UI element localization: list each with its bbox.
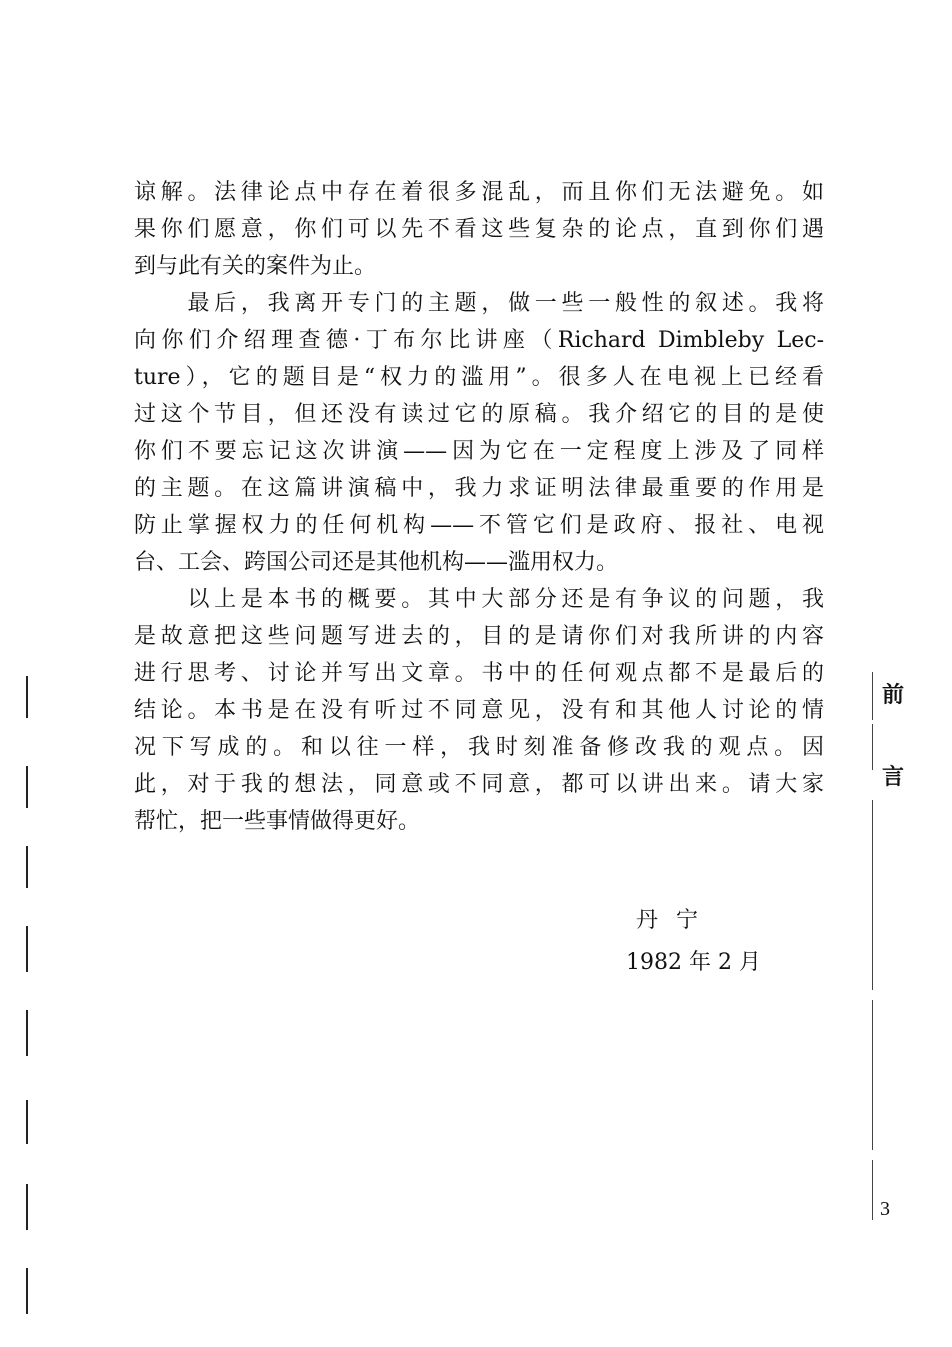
text-line: 的主题。在这篇讲演稿中，我力求证明法律最重要的作用是 (134, 476, 824, 501)
text-line: 台、工会、跨国公司还是其他机构——滥用权力。 (134, 550, 619, 575)
binding-mark (26, 676, 28, 718)
text-line: 谅解。法律论点中存在着很多混乱，而且你们无法避免。如 (134, 180, 824, 205)
text-line: 最后，我离开专门的主题，做一些一般性的叙述。我将 (134, 291, 824, 316)
margin-rule (872, 800, 873, 990)
binding-mark (26, 846, 28, 888)
text-line: 到与此有关的案件为止。 (134, 254, 377, 279)
margin-rule (872, 672, 873, 720)
text-line: 以上是本书的概要。其中大部分还是有争议的问题，我 (134, 587, 824, 612)
binding-mark (26, 766, 28, 808)
text-line: 进行思考、讨论并写出文章。书中的任何观点都不是最后的 (134, 661, 824, 686)
text-line: ture），它的题目是“权力的滥用”。很多人在电视上已经看 (134, 365, 824, 390)
text-line: 果你们愿意，你们可以先不看这些复杂的论点，直到你们遇 (134, 217, 824, 242)
binding-mark (26, 1184, 28, 1230)
author-name: 丹宁 (636, 908, 717, 933)
margin-rule (872, 1000, 873, 1150)
text-line: 向你们介绍理查德·丁布尔比讲座（Richard Dimbleby Lec- (134, 328, 824, 353)
text-line: 你们不要忘记这次讲演——因为它在一定程度上涉及了同样 (134, 439, 824, 464)
text-line: 是故意把这些问题写进去的，目的是请你们对我所讲的内容 (134, 624, 824, 649)
text-line: 况下写成的。和以往一样，我时刻准备修改我的观点。因 (134, 735, 824, 760)
margin-rule (872, 724, 873, 770)
text-line: 结论。本书是在没有听过不同意见，没有和其他人讨论的情 (134, 698, 824, 723)
signature-block (626, 900, 761, 984)
binding-mark (26, 1100, 28, 1144)
section-label: 前 (882, 683, 905, 708)
section-label: 言 (882, 765, 905, 790)
page-number: 3 (880, 1198, 890, 1220)
text-line: 帮忙，把一些事情做得更好。 (134, 809, 421, 834)
binding-mark (26, 1268, 28, 1314)
signature-date: 1982 年 2 月 (626, 950, 761, 975)
binding-mark (26, 926, 28, 972)
margin-rule (872, 1160, 873, 1220)
body-text (134, 174, 824, 840)
binding-mark (26, 1010, 28, 1056)
text-line: 过这个节目，但还没有读过它的原稿。我介绍它的目的是使 (134, 402, 824, 427)
text-line: 防止掌握权力的任何机构——不管它们是政府、报社、电视 (134, 513, 824, 538)
text-line: 此，对于我的想法，同意或不同意，都可以讲出来。请大家 (134, 772, 824, 797)
